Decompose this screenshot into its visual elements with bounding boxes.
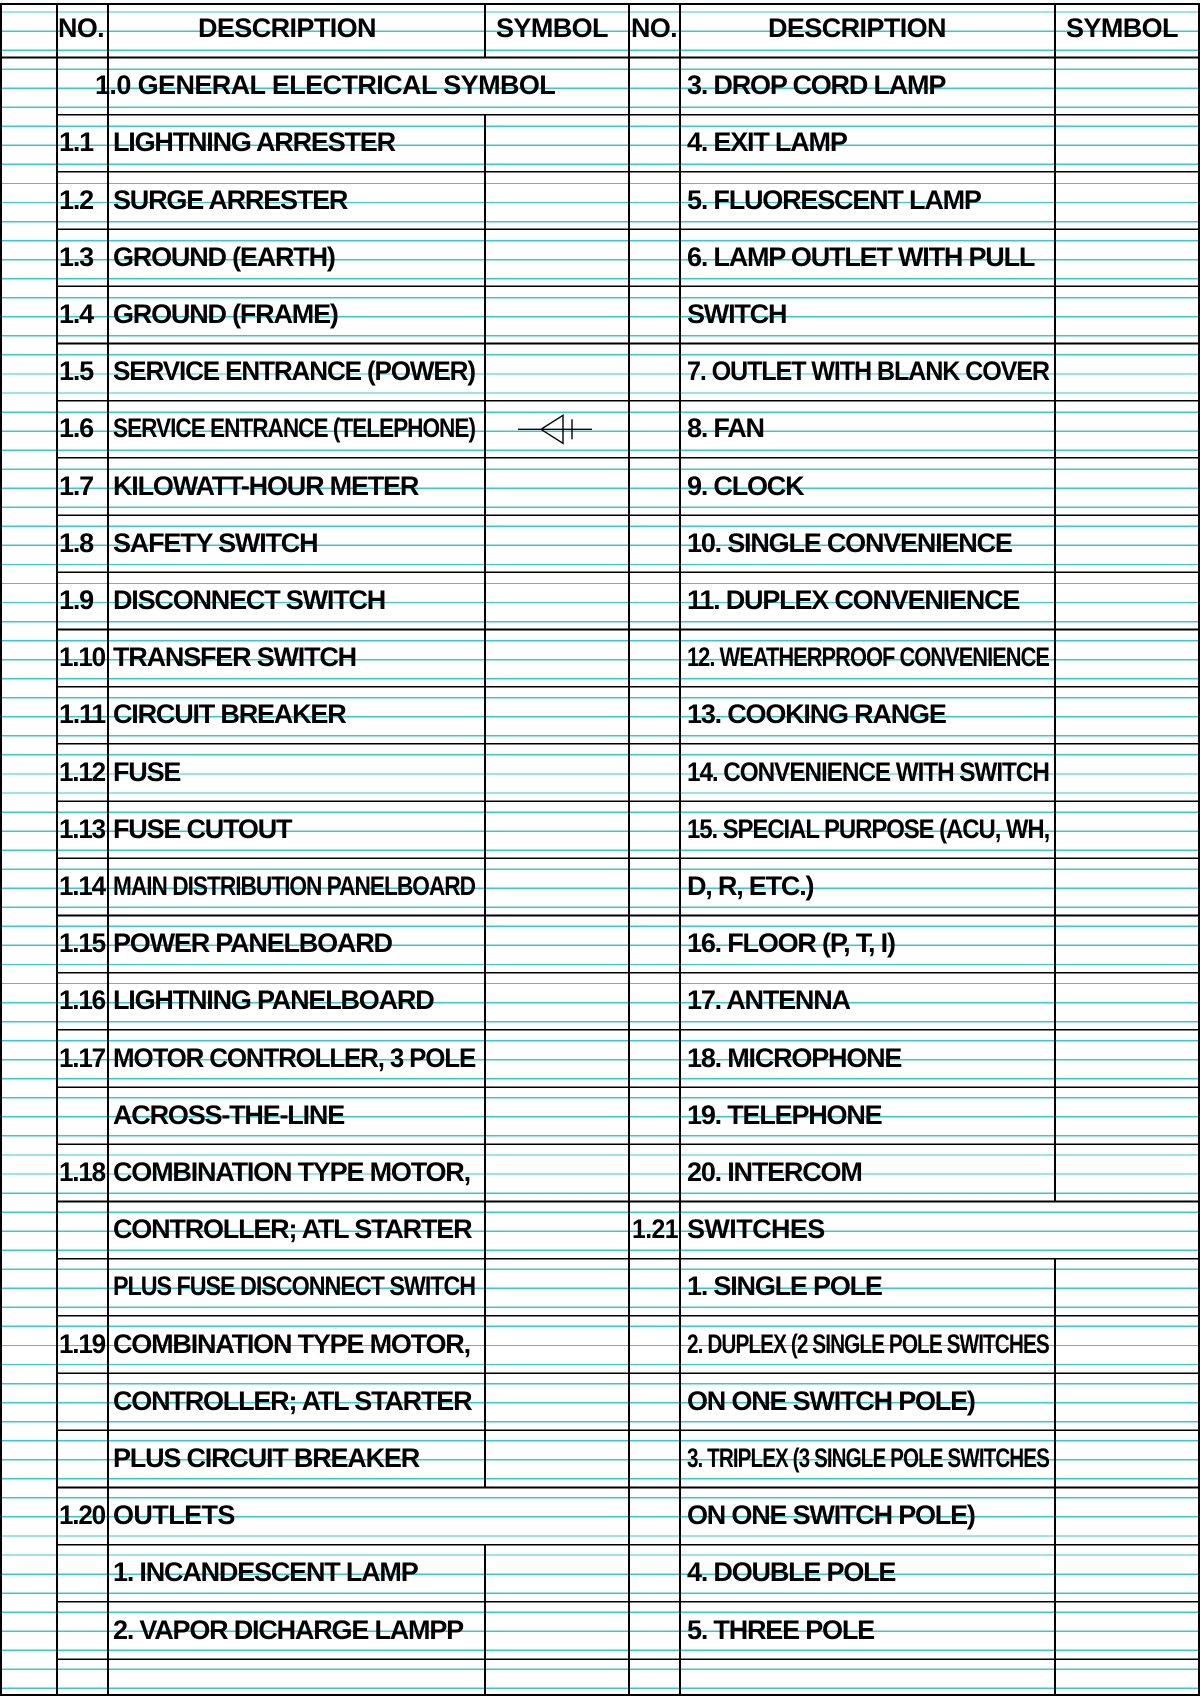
item-number: 1.1 [59, 127, 93, 158]
item-description: 5. THREE POLE [687, 1614, 874, 1645]
item-description: SURGE ARRESTER [113, 184, 348, 215]
item-description: COMBINATION TYPE MOTOR, [113, 1156, 470, 1187]
item-description: GROUND (FRAME) [113, 298, 338, 329]
item-description: SERVICE ENTRANCE (POWER) [113, 356, 475, 387]
item-number: 1.6 [59, 413, 93, 444]
header-symbol: SYMBOL [496, 13, 608, 43]
item-description: GROUND (EARTH) [113, 241, 335, 272]
item-description: FUSE CUTOUT [113, 813, 292, 844]
item-description: 11. DUPLEX CONVENIENCE [687, 584, 1020, 615]
item-number: 1.10 [59, 642, 105, 673]
item-description: MOTOR CONTROLLER, 3 POLE [113, 1042, 476, 1073]
section-heading: 1.0 GENERAL ELECTRICAL SYMBOL [95, 70, 556, 101]
item-number: 1.16 [59, 985, 105, 1016]
item-description: TRANSFER SWITCH [113, 642, 356, 673]
item-description: LIGHTNING PANELBOARD [113, 985, 434, 1016]
item-number: 1.3 [59, 241, 93, 272]
item-description: LIGHTNING ARRESTER [113, 127, 395, 158]
section-heading: OUTLETS [113, 1500, 235, 1531]
item-description: PLUS FUSE DISCONNECT SWITCH [113, 1271, 476, 1302]
item-number: 1.12 [59, 756, 105, 787]
item-description: 20. INTERCOM [687, 1156, 862, 1187]
item-description: 6. LAMP OUTLET WITH PULL [687, 241, 1035, 272]
item-description: D, R, ETC.) [687, 870, 814, 901]
header-description: DESCRIPTION [198, 13, 376, 43]
item-description: SERVICE ENTRANCE (TELEPHONE) [113, 413, 475, 444]
item-number: 1.15 [59, 928, 105, 959]
item-description: 10. SINGLE CONVENIENCE [687, 527, 1012, 558]
item-description: 15. SPECIAL PURPOSE (ACU, WH, [687, 813, 1050, 844]
item-description: 4. DOUBLE POLE [687, 1557, 896, 1588]
item-description: 16. FLOOR (P, T, I) [687, 928, 895, 959]
item-number: 1.11 [59, 699, 105, 730]
item-description: 17. ANTENNA [687, 985, 850, 1016]
item-description: 1. SINGLE POLE [687, 1271, 882, 1302]
item-description: 4. EXIT LAMP [687, 127, 847, 158]
item-number: 1.18 [59, 1156, 105, 1187]
item-number: 1.7 [59, 470, 93, 501]
item-description: POWER PANELBOARD [113, 928, 392, 959]
item-description: SAFETY SWITCH [113, 527, 318, 558]
header-symbol: SYMBOL [1066, 13, 1178, 43]
item-number: 1.21 [632, 1214, 678, 1245]
item-number: 1.4 [59, 298, 93, 329]
item-description: CIRCUIT BREAKER [113, 699, 346, 730]
item-description: ON ONE SWITCH POLE) [687, 1500, 975, 1531]
header-no: NO. [58, 13, 105, 43]
item-description: CONTROLLER; ATL STARTER [113, 1385, 472, 1416]
item-number: 1.2 [59, 184, 93, 215]
item-number: 1.19 [59, 1328, 105, 1359]
item-number: 1.17 [59, 1042, 105, 1073]
item-description: 3. DROP CORD LAMP [687, 70, 946, 101]
item-number: 1.8 [59, 527, 93, 558]
item-description: 12. WEATHERPROOF CONVENIENCE [687, 642, 1050, 673]
item-description: 1. INCANDESCENT LAMP [113, 1557, 418, 1588]
item-number: 1.9 [59, 584, 93, 615]
item-number: 1.20 [59, 1500, 105, 1531]
item-description: 5. FLUORESCENT LAMP [687, 184, 981, 215]
item-description: 9. CLOCK [687, 470, 804, 501]
item-description: 19. TELEPHONE [687, 1099, 882, 1130]
item-description: 14. CONVENIENCE WITH SWITCH [687, 756, 1049, 787]
item-description: 13. COOKING RANGE [687, 699, 946, 730]
item-description: 2. VAPOR DICHARGE LAMPP [113, 1614, 463, 1645]
item-description: DISCONNECT SWITCH [113, 584, 386, 615]
item-description: 2. DUPLEX (2 SINGLE POLE SWITCHES [687, 1328, 1049, 1359]
item-number: 1.14 [59, 870, 105, 901]
item-description: CONTROLLER; ATL STARTER [113, 1214, 472, 1245]
item-description: 8. FAN [687, 413, 764, 444]
item-number: 1.5 [59, 356, 93, 387]
item-description: 18. MICROPHONE [687, 1042, 902, 1073]
header-no: NO. [631, 13, 678, 43]
item-description: 7. OUTLET WITH BLANK COVER [687, 356, 1049, 387]
item-description: COMBINATION TYPE MOTOR, [113, 1328, 470, 1359]
item-description: KILOWATT-HOUR METER [113, 470, 419, 501]
item-description: ON ONE SWITCH POLE) [687, 1385, 975, 1416]
item-description: FUSE [113, 756, 181, 787]
item-description: 3. TRIPLEX (3 SINGLE POLE SWITCHES [687, 1442, 1049, 1473]
item-description: PLUS CIRCUIT BREAKER [113, 1442, 420, 1473]
header-description: DESCRIPTION [768, 13, 946, 43]
item-number: 1.13 [59, 813, 105, 844]
item-description: MAIN DISTRIBUTION PANELBOARD [113, 870, 475, 901]
section-heading: SWITCHES [687, 1214, 825, 1245]
item-description: ACROSS-THE-LINE [113, 1099, 344, 1130]
item-description: SWITCH [687, 298, 787, 329]
